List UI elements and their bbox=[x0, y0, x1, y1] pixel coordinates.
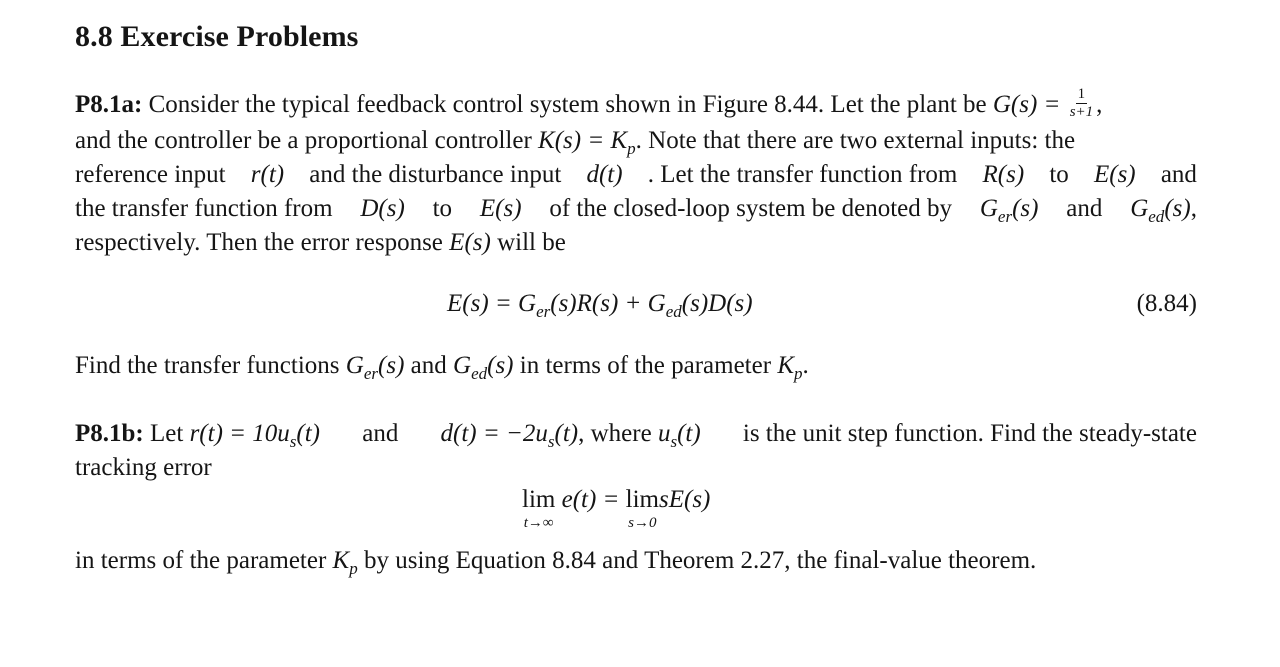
math-r-t: r(t) bbox=[250, 161, 285, 188]
math-G-er-subscript: er bbox=[997, 207, 1013, 226]
find-t3: in terms of the parameter bbox=[513, 352, 778, 379]
limit-t-under: t→∞ bbox=[523, 515, 554, 531]
p1b-u: u bbox=[657, 420, 671, 447]
p1a-l1-text: Consider the typical feedback control system shown in Figure 8.44. Let the plant be bbox=[148, 91, 993, 118]
p1a-line-3 bbox=[75, 158, 1197, 192]
find-G-ed-subscript: ed bbox=[471, 364, 488, 383]
math-G-er: G bbox=[979, 195, 998, 222]
limit-lhs-expression: e(t) = bbox=[561, 486, 620, 513]
equation-lhs: E(s) = G bbox=[447, 290, 537, 317]
final-K: K bbox=[332, 547, 350, 574]
final-t1: in terms of the parameter bbox=[75, 547, 333, 574]
equation-8-84 bbox=[447, 287, 753, 323]
p1a-l3b: and the disturbance input bbox=[309, 161, 562, 188]
equation-number: (8.84) bbox=[1136, 290, 1197, 317]
p1a-line-5 bbox=[75, 226, 1197, 260]
equation-rhs: (s)D(s) bbox=[681, 290, 753, 317]
equation-sub-ed: ed bbox=[665, 302, 682, 321]
p1b-t3: , where bbox=[578, 420, 658, 447]
p1a-l5a: respectively. Then the error response bbox=[75, 229, 450, 256]
final-K-subscript: p bbox=[349, 559, 358, 578]
p1a-l4c: of the closed-loop system be denoted by bbox=[549, 195, 953, 222]
limit-s bbox=[626, 486, 659, 532]
find-G-ed: G bbox=[453, 352, 472, 379]
math-E-s-2: E(s) bbox=[479, 195, 522, 222]
limit-t-word: lim bbox=[522, 486, 556, 513]
p1b-d-def-arg: (t) bbox=[554, 420, 579, 447]
p1b-r-def-subscript: s bbox=[289, 432, 297, 451]
p1b-u-arg: (t) bbox=[677, 420, 701, 447]
section-heading bbox=[75, 20, 358, 54]
p1a-l4a: the transfer function from bbox=[75, 195, 333, 222]
final-t2: by using Equation 8.84 and Theorem 2.27, the final-value theorem. bbox=[357, 547, 1037, 574]
p1a-l5b: will be bbox=[490, 229, 566, 256]
p1b-r-def-arg: (t) bbox=[296, 420, 321, 447]
p1a-l3e: and bbox=[1160, 161, 1197, 188]
math-E-s: E(s) bbox=[1093, 161, 1136, 188]
p1a-label: P8.1a: bbox=[75, 91, 143, 118]
plant-fraction bbox=[1068, 87, 1095, 120]
p1a-line-2 bbox=[75, 124, 1197, 160]
find-G-ed-arg: (s) bbox=[487, 352, 514, 379]
p1a-l3a: reference input bbox=[75, 161, 226, 188]
p1a-l4e: , bbox=[1190, 195, 1197, 222]
limit-s-word: lim bbox=[625, 486, 659, 513]
find-K: K bbox=[777, 352, 794, 379]
limit-s-under: s→0 bbox=[628, 515, 657, 531]
controller-subscript: p bbox=[627, 139, 636, 158]
p1b-t2: and bbox=[362, 420, 399, 447]
p1a-line-4 bbox=[75, 192, 1197, 228]
find-line bbox=[75, 349, 1197, 385]
plant-fraction-denominator: s+1 bbox=[1069, 103, 1094, 120]
equation-mid: (s)R(s) + G bbox=[550, 290, 666, 317]
math-G-ed-arg: (s) bbox=[1164, 195, 1191, 222]
p1b-line2-text: tracking error bbox=[75, 454, 212, 481]
find-K-subscript: p bbox=[794, 364, 803, 383]
section-number: 8.8 bbox=[75, 20, 113, 53]
p1b-t4: is the unit step function. Find the steady-state bbox=[742, 420, 1197, 447]
controller-expression: K(s) = K bbox=[538, 127, 628, 154]
final-line bbox=[75, 544, 1197, 580]
p1a-l2a: and the controller be a proportional controller bbox=[75, 127, 539, 154]
find-t1: Find the transfer functions bbox=[75, 352, 346, 379]
p1b-d-def: d(t) = −2u bbox=[440, 420, 548, 447]
find-G-er-subscript: er bbox=[363, 364, 379, 383]
p1b-d-def-subscript: s bbox=[547, 432, 555, 451]
find-G-er-arg: (s) bbox=[378, 352, 405, 379]
p1a-l3d: to bbox=[1049, 161, 1069, 188]
p1a-l4b: to bbox=[432, 195, 453, 222]
p1a-l1-end: , bbox=[1096, 91, 1103, 118]
p1b-u-subscript: s bbox=[670, 432, 678, 451]
p1a-l4d: and bbox=[1066, 195, 1103, 222]
p1a-l2b: . Note that there are two external inputs: the bbox=[635, 127, 1076, 154]
p1a-line-1 bbox=[75, 85, 1197, 123]
math-G-er-arg: (s) bbox=[1012, 195, 1039, 222]
p1b-line-2 bbox=[75, 451, 1197, 485]
math-d-t: d(t) bbox=[586, 161, 623, 188]
p1a-l3c: . Let the transfer function from bbox=[647, 161, 958, 188]
find-t4: . bbox=[802, 352, 809, 379]
section-title: Exercise Problems bbox=[120, 20, 359, 53]
p1b-line-1 bbox=[75, 417, 1197, 453]
math-R-s: R(s) bbox=[982, 161, 1025, 188]
limit-equation bbox=[522, 486, 710, 532]
p1b-t1: Let bbox=[143, 420, 190, 447]
plant-expression: G(s) = bbox=[992, 91, 1061, 118]
find-G-er: G bbox=[345, 352, 364, 379]
p1b-label: P8.1b: bbox=[75, 420, 144, 447]
equation-sub-er: er bbox=[536, 302, 551, 321]
limit-rhs-expression: sE(s) bbox=[659, 486, 711, 513]
math-G-ed: G bbox=[1130, 195, 1149, 222]
math-E-s-3: E(s) bbox=[449, 229, 491, 256]
plant-fraction-numerator: 1 bbox=[1077, 85, 1086, 102]
p1b-r-def: r(t) = 10u bbox=[189, 420, 290, 447]
find-t2: and bbox=[404, 352, 454, 379]
math-D-s: D(s) bbox=[360, 195, 405, 222]
math-G-ed-subscript: ed bbox=[1148, 207, 1165, 226]
limit-t bbox=[522, 486, 555, 532]
